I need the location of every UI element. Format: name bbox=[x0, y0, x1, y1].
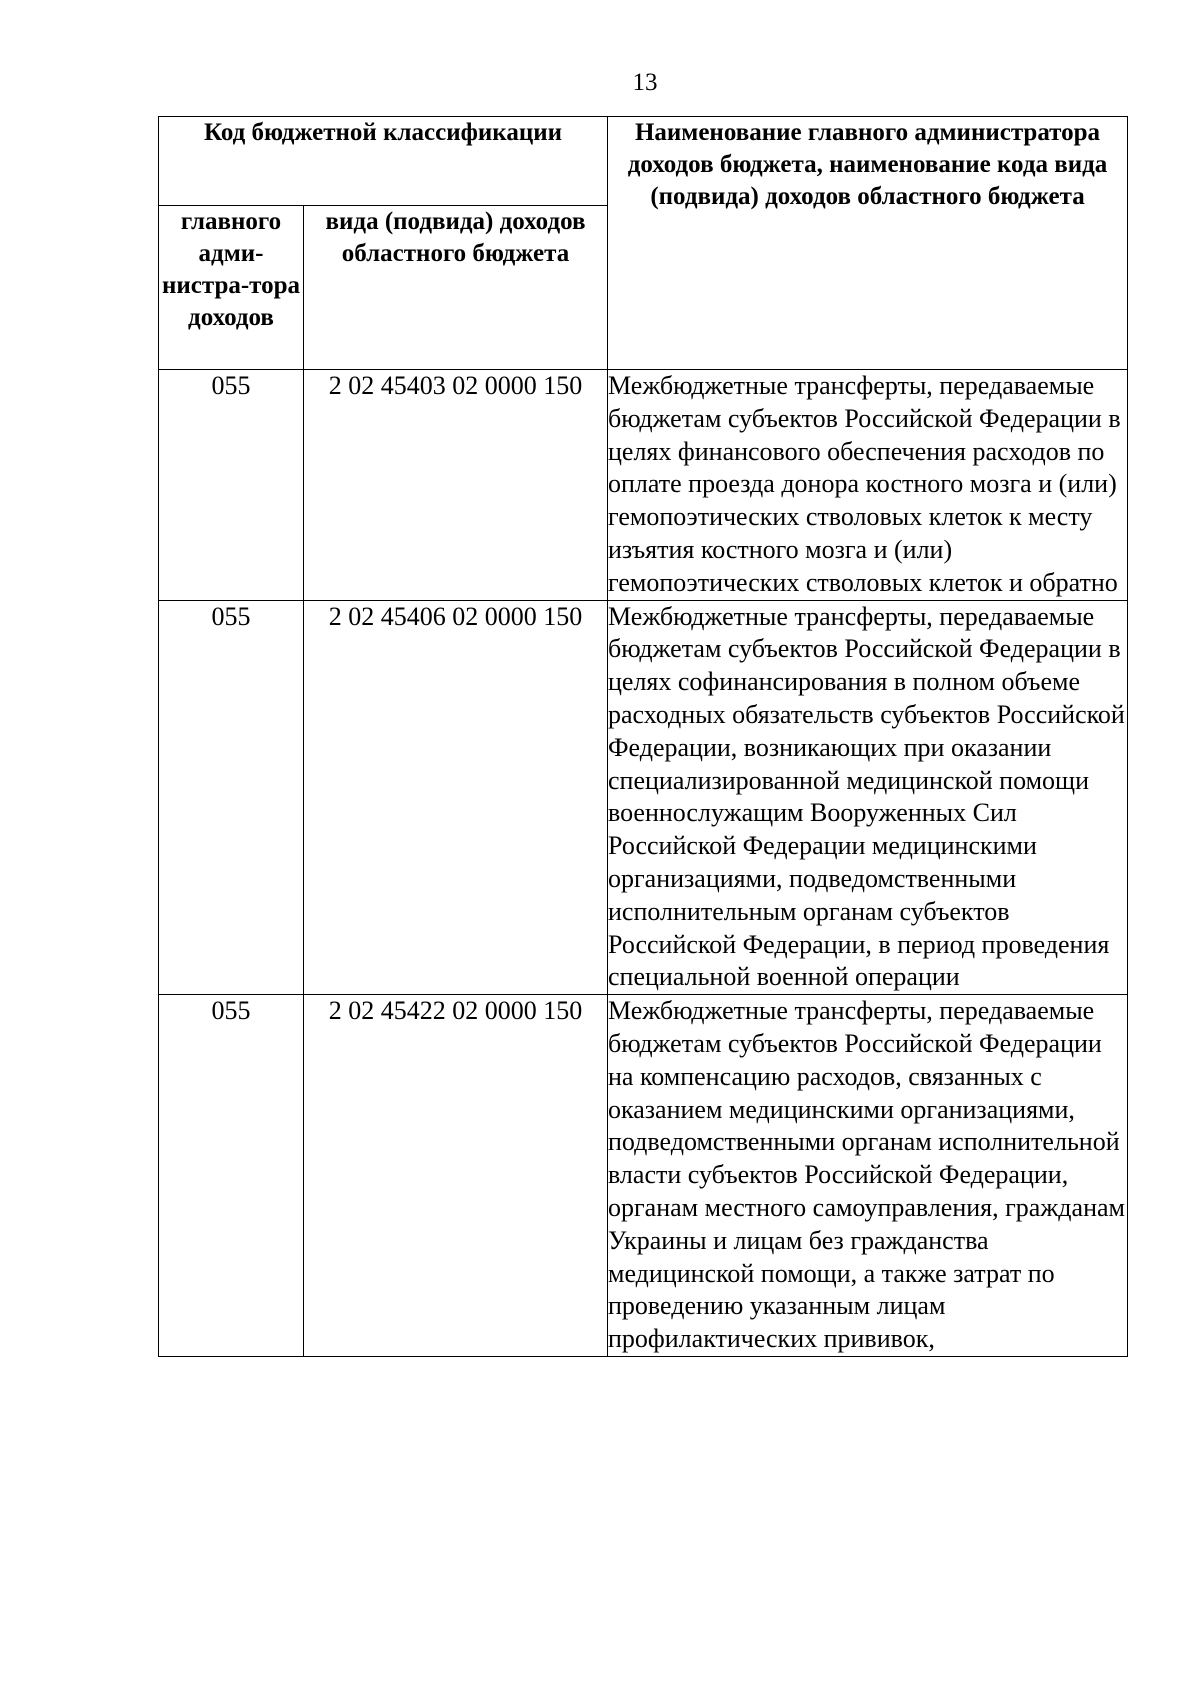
table-row bbox=[159, 995, 1128, 1357]
income-code-cell: 2 02 45406 02 0000 150 bbox=[304, 600, 608, 995]
table-row bbox=[159, 600, 1128, 995]
admin-code-cell: 055 bbox=[159, 600, 304, 995]
income-name-cell: Межбюджетные трансферты, передаваемые бюджетам субъектов Российской Федерации в целях софинансирования в полном объеме расходных обязательств субъектов Российской Федерации, возникающих при оказании специализированной медицинской помощи военнослужащим Вооруженных Сил Российской Федерации медицинскими организациями, подведомственными исполнительным органам субъектов Российской Федерации, в период проведения специальной военной операции bbox=[608, 600, 1128, 995]
income-code-cell: 2 02 45422 02 0000 150 bbox=[304, 995, 608, 1357]
income-name-cell: Межбюджетные трансферты, передаваемые бюджетам субъектов Российской Федерации на компенсацию расходов, связанных с оказанием медицинскими организациями, подведомственными органам исполнительной власти субъектов Российской Федерации, органам местного самоуправления, гражданам Украины и лицам без гражданства медицинской помощи, а также затрат по проведению указанным лицам профилактических прививок, bbox=[608, 995, 1128, 1357]
income-name-cell: Межбюджетные трансферты, передаваемые бюджетам субъектов Российской Федерации в целях финансового обеспечения расходов по оплате проезда донора костного мозга и (или) гемопоэтических стволовых клеток к месту изъятия костного мозга и (или) гемопоэтических стволовых клеток и обратно bbox=[608, 370, 1128, 601]
header-classification-code: Код бюджетной классификации bbox=[159, 117, 608, 206]
admin-code-cell: 055 bbox=[159, 370, 304, 601]
page-number: 13 bbox=[632, 69, 658, 96]
header-admin-code: главного адми-нистра-тора доходов bbox=[159, 206, 304, 370]
budget-classification-table bbox=[158, 116, 1128, 1357]
header-name: Наименование главного администратора доходов бюджета, наименование кода вида (подвида) доходов областного бюджета bbox=[608, 117, 1128, 370]
income-code-cell: 2 02 45403 02 0000 150 bbox=[304, 370, 608, 601]
table-row bbox=[159, 370, 1128, 601]
header-income-type: вида (подвида) доходов областного бюджета bbox=[304, 206, 608, 370]
admin-code-cell: 055 bbox=[159, 995, 304, 1357]
